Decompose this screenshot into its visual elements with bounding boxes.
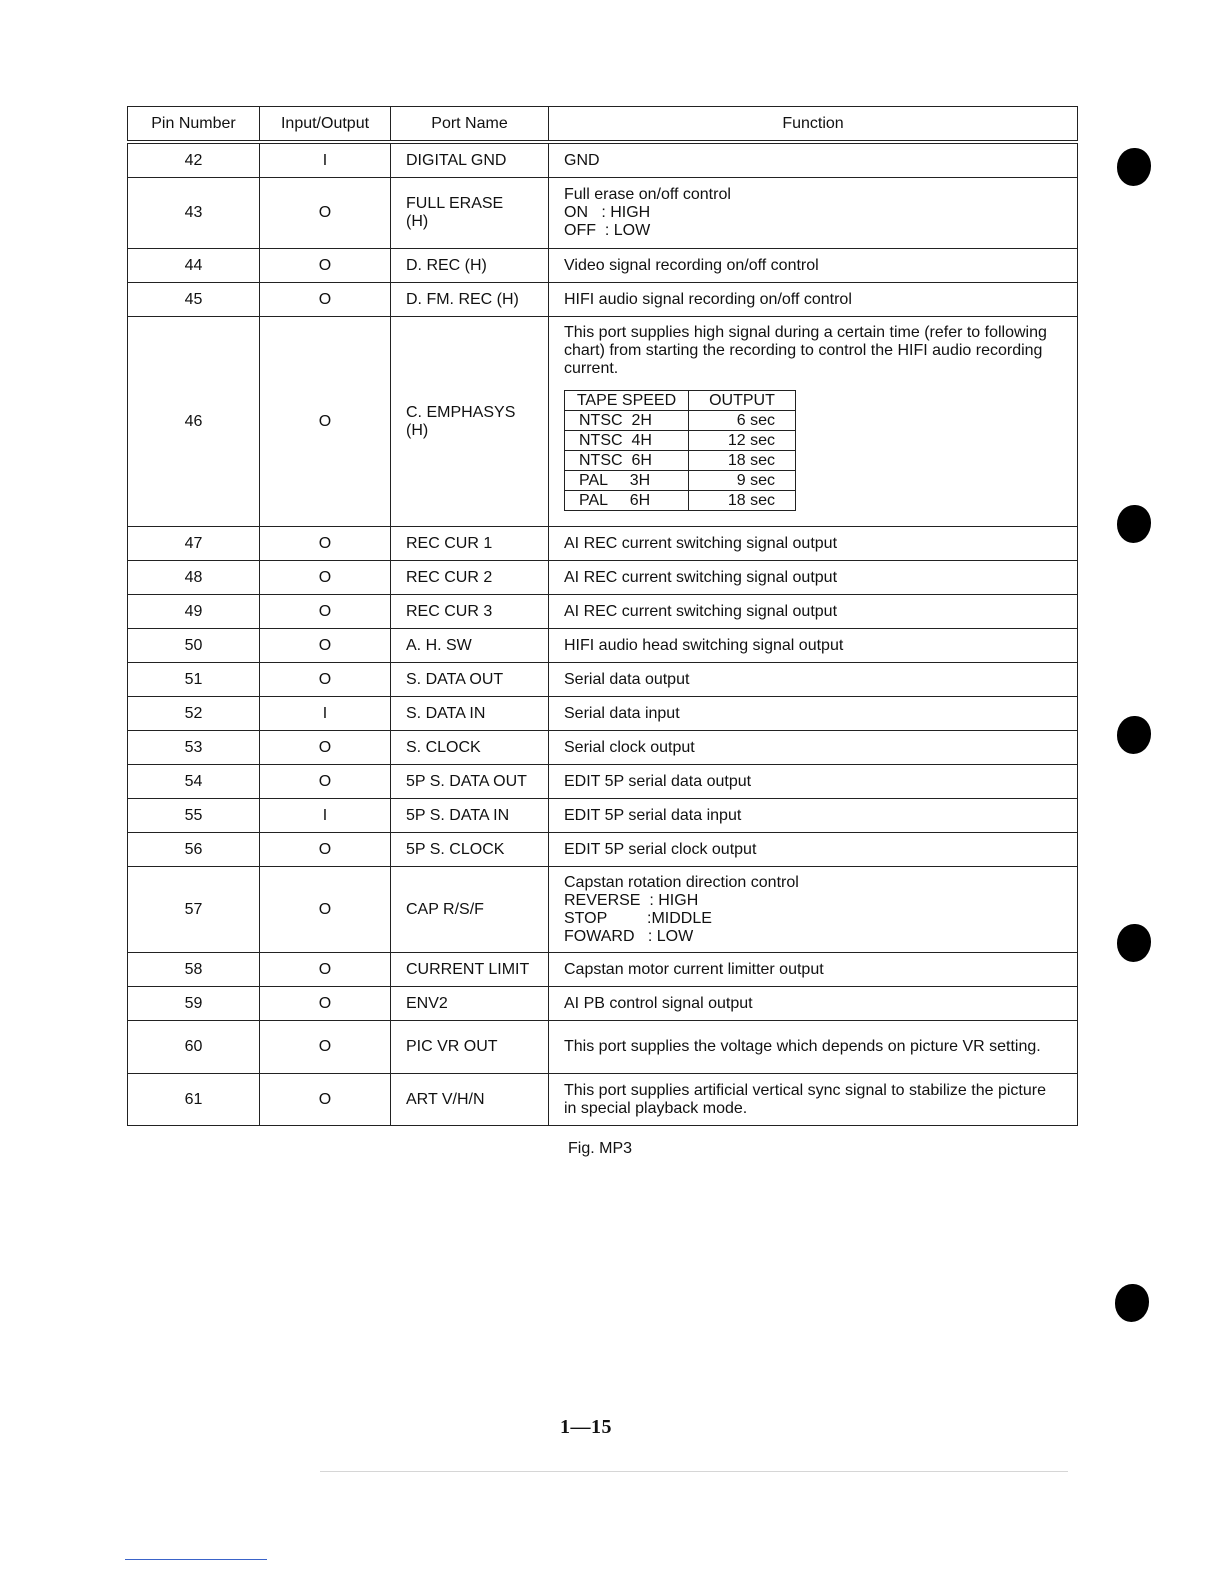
port-name-cell <box>391 987 549 1021</box>
table-row <box>128 731 1078 765</box>
table-row <box>128 561 1078 595</box>
pin-number-cell: 49 <box>128 595 260 629</box>
table-row <box>128 1021 1078 1074</box>
io-cell: O <box>260 867 391 953</box>
function-cell <box>549 987 1078 1021</box>
table-row <box>128 765 1078 799</box>
io-cell: O <box>260 953 391 987</box>
port-name-line: (H) <box>406 213 429 230</box>
function-cell <box>549 731 1078 765</box>
pin-function-table <box>127 106 1078 1126</box>
io-cell: I <box>260 142 391 178</box>
port-name-cell <box>391 178 549 249</box>
port-name-cell <box>391 595 549 629</box>
function-line: AI REC current switching signal output <box>564 534 838 552</box>
port-name-line: A. H. SW <box>406 636 472 654</box>
tape-speed-output: 12 sec <box>689 431 796 451</box>
io-cell: O <box>260 595 391 629</box>
pin-number-cell: 58 <box>128 953 260 987</box>
table-row <box>128 527 1078 561</box>
port-name-line: S. DATA IN <box>406 704 486 722</box>
io-cell: O <box>260 1021 391 1074</box>
port-name-cell <box>391 527 549 561</box>
header-port-name: Port Name <box>391 107 549 143</box>
function-line: AI PB control signal output <box>564 994 753 1012</box>
tape-speed-output: 18 sec <box>689 491 796 511</box>
port-name-cell <box>391 629 549 663</box>
binder-hole-1 <box>1117 148 1151 186</box>
figure-caption: Fig. MP3 <box>568 1140 633 1157</box>
function-line: This port supplies artificial vertical sync signal to stabilize the picture in special playback mode. <box>564 1081 1046 1117</box>
pin-number-cell: 53 <box>128 731 260 765</box>
port-name-line: ENV2 <box>406 994 448 1012</box>
function-line: Full erase on/off control <box>564 186 731 203</box>
port-name-line: FULL ERASE <box>406 195 504 212</box>
function-cell <box>549 867 1078 953</box>
tape-speed-table <box>564 390 796 511</box>
pin-number-cell: 51 <box>128 663 260 697</box>
table-row <box>128 249 1078 283</box>
function-line: STOP :MIDDLE <box>564 909 712 927</box>
io-cell: O <box>260 249 391 283</box>
function-cell <box>549 663 1078 697</box>
binder-hole-2 <box>1117 505 1151 543</box>
table-row <box>128 283 1078 317</box>
binder-hole-3 <box>1117 716 1151 754</box>
tape-speed-mode: PAL 3H <box>565 471 689 491</box>
table-row <box>128 629 1078 663</box>
port-name-cell <box>391 799 549 833</box>
page-number: 1—15 <box>560 1416 612 1438</box>
table-row <box>128 1074 1078 1126</box>
pin-number-cell: 57 <box>128 867 260 953</box>
pin-number-cell: 43 <box>128 178 260 249</box>
port-name-cell <box>391 765 549 799</box>
tape-speed-output: 9 sec <box>689 471 796 491</box>
table-header-row <box>128 107 1078 143</box>
pin-number-cell: 50 <box>128 629 260 663</box>
function-cell <box>549 629 1078 663</box>
header-pin-number: Pin Number <box>128 107 260 143</box>
port-name-cell <box>391 249 549 283</box>
table-row <box>128 595 1078 629</box>
function-cell <box>549 561 1078 595</box>
table-row <box>128 867 1078 953</box>
function-line: Capstan motor current limitter output <box>564 960 824 978</box>
function-line: AI REC current switching signal output <box>564 568 838 586</box>
tape-speed-output: 6 sec <box>689 411 796 431</box>
port-name-cell <box>391 731 549 765</box>
tape-speed-mode: PAL 6H <box>565 491 689 511</box>
function-line: OFF : LOW <box>564 222 651 239</box>
function-cell <box>549 953 1078 987</box>
function-line: Video signal recording on/off control <box>564 256 819 274</box>
pin-number-cell: 46 <box>128 317 260 527</box>
function-line: HIFI audio signal recording on/off control <box>564 290 852 308</box>
function-line: Serial data output <box>564 670 690 688</box>
tape-speed-row <box>565 491 796 511</box>
port-name-line: D. REC (H) <box>406 256 487 274</box>
function-cell <box>549 1021 1078 1074</box>
port-name-cell <box>391 867 549 953</box>
function-cell <box>549 765 1078 799</box>
port-name-line: PIC VR OUT <box>406 1038 498 1055</box>
footer-divider <box>320 1471 1068 1472</box>
function-line: EDIT 5P serial data output <box>564 772 752 790</box>
port-name-line: REC CUR 1 <box>406 534 493 552</box>
corner-rule <box>125 1559 267 1560</box>
function-cell <box>549 317 1078 527</box>
tape-speed-mode: NTSC 4H <box>565 431 689 451</box>
port-name-cell <box>391 283 549 317</box>
table-row <box>128 987 1078 1021</box>
io-cell: O <box>260 561 391 595</box>
function-cell <box>549 1074 1078 1126</box>
function-line: Serial clock output <box>564 738 695 756</box>
function-cell <box>549 178 1078 249</box>
tape-speed-row <box>565 411 796 431</box>
table-row <box>128 178 1078 249</box>
tape-speed-row <box>565 451 796 471</box>
function-cell <box>549 283 1078 317</box>
function-cell <box>549 833 1078 867</box>
function-line: GND <box>564 151 600 169</box>
table-row <box>128 142 1078 178</box>
table-row <box>128 663 1078 697</box>
function-cell <box>549 142 1078 178</box>
function-line: ON : HIGH <box>564 204 651 221</box>
function-line: This port supplies the voltage which depends on picture VR setting. <box>564 1038 1041 1055</box>
tape-speed-row <box>565 471 796 491</box>
pin-number-cell: 61 <box>128 1074 260 1126</box>
port-name-cell <box>391 1074 549 1126</box>
pin-number-cell: 55 <box>128 799 260 833</box>
pin-number-cell: 48 <box>128 561 260 595</box>
pin-number-cell: 45 <box>128 283 260 317</box>
port-name-line: CAP R/S/F <box>406 900 484 918</box>
port-name-line: DIGITAL GND <box>406 151 507 169</box>
function-line: EDIT 5P serial data input <box>564 806 742 824</box>
io-cell: O <box>260 283 391 317</box>
io-cell: O <box>260 765 391 799</box>
header-input-output: Input/Output <box>260 107 391 143</box>
table-row <box>128 697 1078 731</box>
port-name-cell <box>391 561 549 595</box>
io-cell: O <box>260 663 391 697</box>
port-name-line: S. CLOCK <box>406 738 481 756</box>
table-row <box>128 833 1078 867</box>
tape-speed-header-row <box>565 391 796 411</box>
function-cell <box>549 595 1078 629</box>
pin-number-cell: 44 <box>128 249 260 283</box>
function-line: Capstan rotation direction control <box>564 873 799 891</box>
tape-speed-output: 18 sec <box>689 451 796 471</box>
pin-number-cell: 60 <box>128 1021 260 1074</box>
function-line: EDIT 5P serial clock output <box>564 840 757 858</box>
io-cell: O <box>260 178 391 249</box>
port-name-line: D. FM. REC (H) <box>406 290 519 308</box>
function-cell <box>549 799 1078 833</box>
port-name-line: C. EMPHASYS <box>406 403 516 421</box>
port-name-line: CURRENT LIMIT <box>406 960 530 978</box>
io-cell: O <box>260 1074 391 1126</box>
port-name-line: 5P S. CLOCK <box>406 840 505 858</box>
table-row <box>128 317 1078 527</box>
pin-number-cell: 56 <box>128 833 260 867</box>
pin-number-cell: 54 <box>128 765 260 799</box>
io-cell: O <box>260 629 391 663</box>
port-name-cell <box>391 663 549 697</box>
table-row <box>128 799 1078 833</box>
tape-speed-mode: NTSC 2H <box>565 411 689 431</box>
tape-speed-header: TAPE SPEED <box>565 391 689 411</box>
io-cell: O <box>260 317 391 527</box>
io-cell: O <box>260 731 391 765</box>
port-name-cell <box>391 833 549 867</box>
port-name-line: REC CUR 3 <box>406 602 493 620</box>
pin-number-cell: 47 <box>128 527 260 561</box>
function-line: Serial data input <box>564 704 680 722</box>
port-name-cell <box>391 953 549 987</box>
function-cell <box>549 527 1078 561</box>
port-name-line: REC CUR 2 <box>406 568 493 586</box>
output-header: OUTPUT <box>689 391 796 411</box>
function-line: This port supplies high signal during a certain time (refer to following chart) from starting the recording to control the HIFI audio recording current. <box>564 324 1047 377</box>
binder-hole-5 <box>1115 1284 1149 1322</box>
function-line: REVERSE : HIGH <box>564 891 699 909</box>
port-name-line: 5P S. DATA IN <box>406 806 510 824</box>
io-cell: I <box>260 697 391 731</box>
binder-hole-4 <box>1117 924 1151 962</box>
port-name-cell <box>391 317 549 527</box>
function-line: HIFI audio head switching signal output <box>564 636 844 654</box>
port-name-cell <box>391 1021 549 1074</box>
port-name-cell <box>391 697 549 731</box>
pin-number-cell: 42 <box>128 142 260 178</box>
io-cell: O <box>260 987 391 1021</box>
function-cell <box>549 697 1078 731</box>
header-function: Function <box>549 107 1078 143</box>
table-body <box>128 142 1078 1126</box>
port-name-line: (H) <box>406 421 429 439</box>
function-line: FOWARD : LOW <box>564 927 694 945</box>
function-line: AI REC current switching signal output <box>564 602 838 620</box>
port-name-cell <box>391 142 549 178</box>
function-cell <box>549 249 1078 283</box>
io-cell: O <box>260 833 391 867</box>
tape-speed-mode: NTSC 6H <box>565 451 689 471</box>
tape-speed-row <box>565 431 796 451</box>
port-name-line: ART V/H/N <box>406 1090 485 1108</box>
table-row <box>128 953 1078 987</box>
io-cell: I <box>260 799 391 833</box>
pin-number-cell: 52 <box>128 697 260 731</box>
pin-number-cell: 59 <box>128 987 260 1021</box>
io-cell: O <box>260 527 391 561</box>
port-name-line: S. DATA OUT <box>406 670 504 688</box>
port-name-line: 5P S. DATA OUT <box>406 772 527 790</box>
